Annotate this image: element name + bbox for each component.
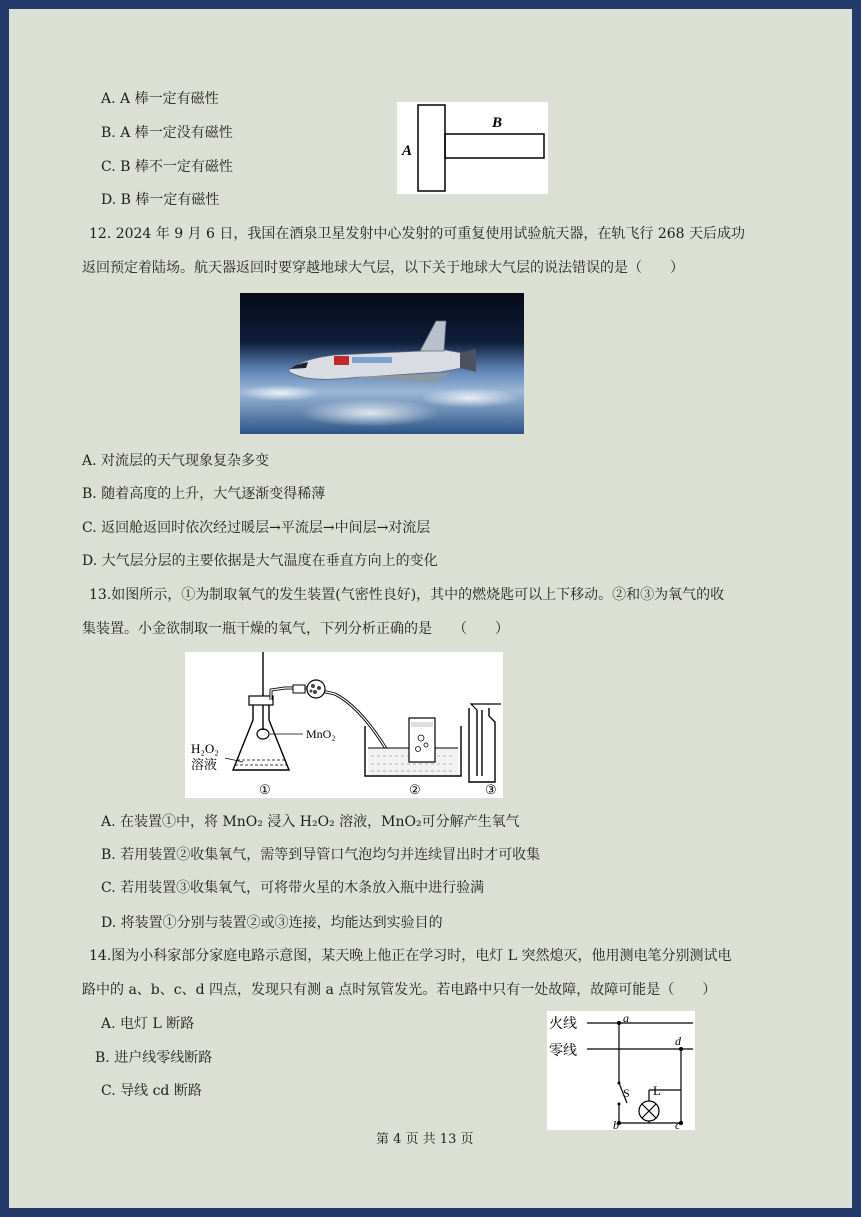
switch-label: S (623, 1086, 630, 1100)
h2o2-label: H₂O₂ (191, 741, 219, 756)
q14-option-a: A. 电灯 L 断路 (101, 1016, 195, 1032)
q11-option-a: A. A 棒一定有磁性 (101, 91, 219, 107)
q12-option-a: A. 对流层的天气现象复杂多变 (82, 453, 270, 469)
q14-option-c: C. 导线 cd 断路 (101, 1083, 202, 1099)
bar-b-label: B (492, 115, 503, 131)
mno2-label: MnO₂ (306, 727, 336, 741)
q13-option-d: D. 将装置①分别与装置②或③连接，均能达到实验目的 (101, 915, 443, 931)
q13-stem-line2: 集装置。小金欲制取一瓶干燥的氧气，下列分析正确的是 （ ） (82, 621, 509, 637)
point-d-label: d (675, 1034, 681, 1048)
q13-option-c: C. 若用装置③收集氧气，可将带火星的木条放入瓶中进行验满 (101, 880, 485, 896)
page-footer: 第 4 页 共 13 页 (376, 1132, 474, 1147)
apparatus-2-label: ② (409, 782, 421, 797)
q12-option-b: B. 随着高度的上升，大气逐渐变得稀薄 (82, 486, 326, 502)
point-b-label: b (613, 1118, 619, 1130)
document-page (9, 9, 852, 1208)
q11-option-c: C. B 棒不一定有磁性 (101, 159, 233, 175)
neutral-wire-label: 零线 (549, 1044, 577, 1059)
q14-option-b: B. 进户线零线断路 (95, 1050, 213, 1066)
q11-option-d: D. B 棒一定有磁性 (101, 192, 220, 208)
q13-option-a: A. 在装置①中，将 MnO₂ 浸入 H₂O₂ 溶液，MnO₂可分解产生氧气 (101, 814, 520, 830)
q11-option-b: B. A 棒一定没有磁性 (101, 125, 233, 141)
q13-stem-line1: 13.如图所示，①为制取氧气的发生装置(气密性良好)，其中的燃烧匙可以上下移动。②和③为氧气的收 (89, 587, 725, 603)
q14-stem-line2: 路中的 a、b、c、d 四点，发现只有测 a 点时氖管发光。若电路中只有一处故障，故障可能是（ ） (82, 982, 717, 998)
solution-label: 溶液 (191, 757, 218, 772)
q14-stem-line1: 14.图为小科家部分家庭电路示意图，某天晚上他正在学习时，电灯 L 突然熄灭，他用测电笔分别测试电 (89, 948, 732, 964)
point-a-label: a (623, 1011, 629, 1025)
oxygen-apparatus-figure (185, 652, 503, 798)
household-circuit-figure (547, 1011, 695, 1130)
q12-stem-line1: 12. 2024 年 9 月 6 日，我国在酒泉卫星发射中心发射的可重复使用试验航天器，在轨飞行 268 天后成功 (89, 226, 746, 242)
magnet-bars-figure (397, 102, 548, 194)
q12-option-d: D. 大气层分层的主要依据是大气温度在垂直方向上的变化 (82, 553, 438, 569)
spacecraft-photo (240, 293, 524, 434)
q12-stem-line2: 返回预定着陆场。航天器返回时要穿越地球大气层，以下关于地球大气层的说法错误的是（ ） (82, 260, 684, 276)
q13-option-b: B. 若用装置②收集氧气，需等到导管口气泡均匀并连续冒出时才可收集 (101, 847, 541, 863)
point-c-label: c (675, 1118, 681, 1130)
apparatus-3-label: ③ (485, 782, 497, 797)
live-wire-label: 火线 (549, 1017, 577, 1032)
q12-option-c: C. 返回舱返回时依次经过暖层→平流层→中间层→对流层 (82, 520, 431, 536)
lamp-label: L (653, 1083, 661, 1098)
bar-a-label: A (402, 143, 413, 159)
apparatus-1-label: ① (259, 782, 271, 797)
